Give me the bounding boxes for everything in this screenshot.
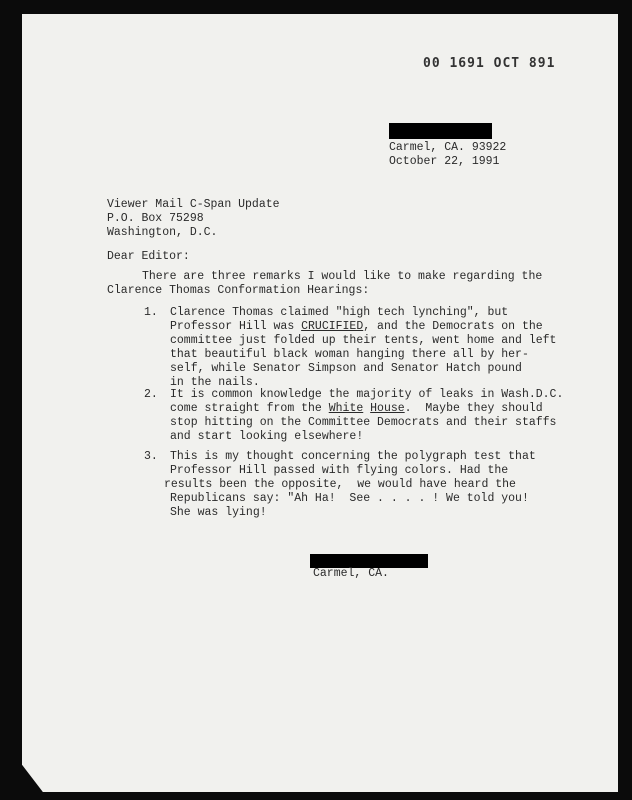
- item-1-number: 1.: [144, 306, 158, 319]
- redacted-signature-name: [310, 554, 428, 568]
- item-3-line-4: Republicans say: "Ah Ha! See . . . . ! We told you!: [170, 492, 529, 505]
- received-stamp: 00 1691 OCT 891: [423, 56, 556, 71]
- item-2-line-2: come straight from the White House. Maybe they should: [170, 402, 543, 415]
- salutation: Dear Editor:: [107, 250, 190, 263]
- intro-line-1: There are three remarks I would like to make regarding the: [142, 270, 543, 283]
- item-1-line-3: committee just folded up their tents, went home and left: [170, 334, 557, 347]
- item-3-number: 3.: [144, 450, 158, 463]
- signature-city: Carmel, CA.: [313, 567, 389, 580]
- item-1-line-4: that beautiful black woman hanging there all by her-: [170, 348, 529, 361]
- house-underlined: House: [370, 402, 405, 415]
- recipient-line-3: Washington, D.C.: [107, 226, 218, 239]
- item-3-line-5: She was lying!: [170, 506, 267, 519]
- redacted-sender-name: [389, 123, 492, 139]
- item-3-line-3: results been the opposite, we would have heard the: [164, 478, 516, 491]
- sender-city: Carmel, CA. 93922: [389, 141, 507, 154]
- item-1-line-1: Clarence Thomas claimed "high tech lynching", but: [170, 306, 509, 319]
- item-1-line-5: self, while Senator Simpson and Senator Hatch pound: [170, 362, 522, 375]
- item-1-line-2: Professor Hill was CRUCIFIED, and the Democrats on the: [170, 320, 543, 333]
- item-2-line-1: It is common knowledge the majority of leaks in Wash.D.C.: [170, 388, 564, 401]
- intro-line-2: Clarence Thomas Conformation Hearings:: [107, 284, 370, 297]
- white-underlined: White: [328, 402, 364, 415]
- recipient-line-1: Viewer Mail C-Span Update: [107, 198, 280, 211]
- crucified-underlined: CRUCIFIED: [301, 320, 364, 333]
- item-3-line-1: This is my thought concerning the polygraph test that: [170, 450, 536, 463]
- item-1-line-6: in the nails.: [170, 376, 260, 389]
- item-2-number: 2.: [144, 388, 158, 401]
- item-2-line-3: stop hitting on the Committee Democrats and their staffs: [170, 416, 557, 429]
- letter-date: October 22, 1991: [389, 155, 500, 168]
- item-3-line-2: Professor Hill passed with flying colors. Had the: [170, 464, 509, 477]
- item-2-line-4: and start looking elsewhere!: [170, 430, 364, 443]
- recipient-line-2: P.O. Box 75298: [107, 212, 204, 225]
